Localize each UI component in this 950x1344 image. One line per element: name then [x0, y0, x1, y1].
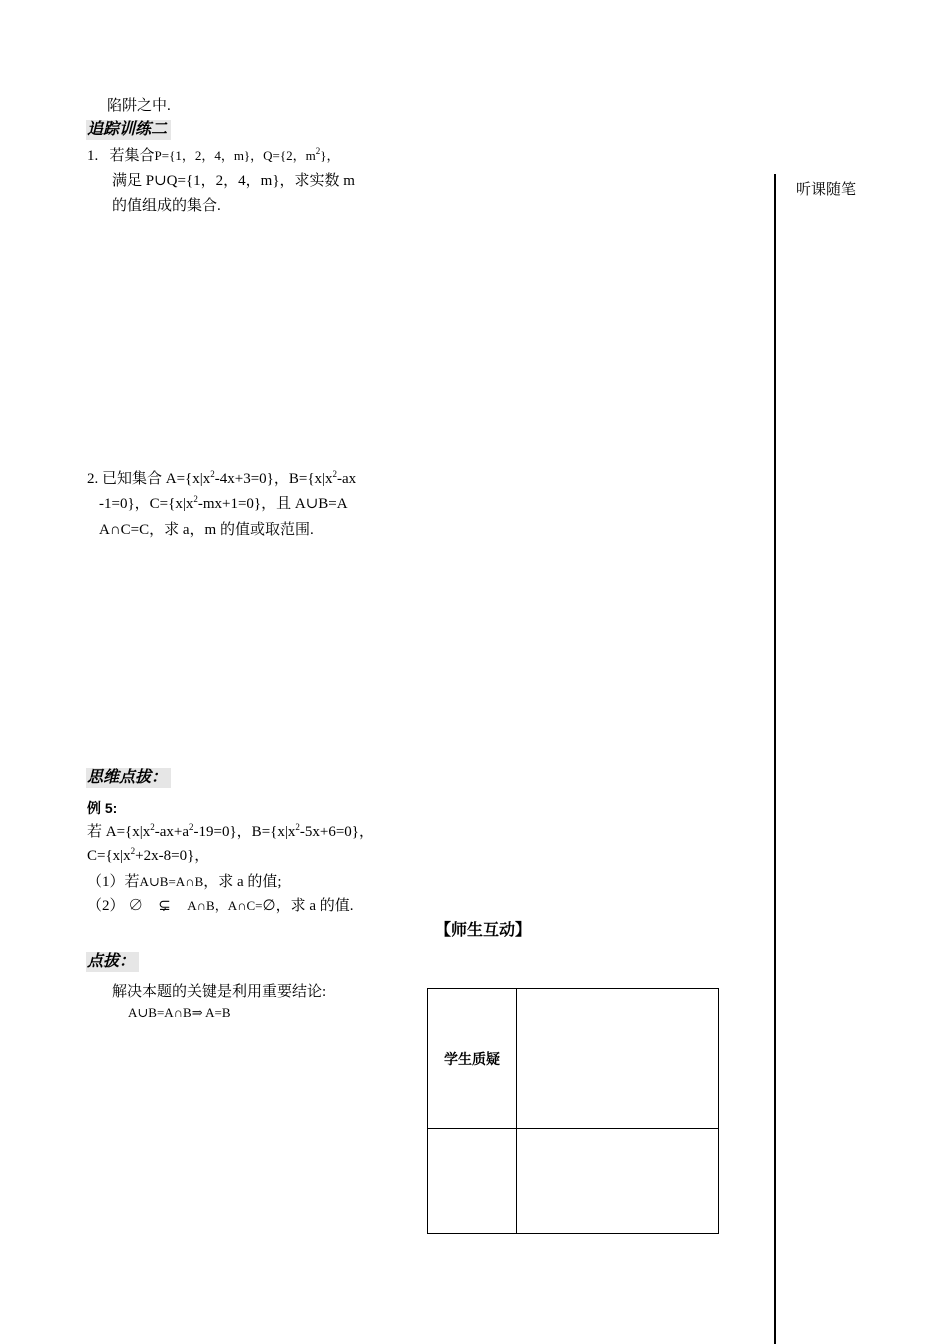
q1-text-c: }， [320, 148, 340, 163]
hint-line2: A∪B=A∩B⇒ A=B [128, 1005, 231, 1020]
ex-sup-3: 2 [295, 822, 300, 832]
example-label: 例 5: [87, 800, 118, 816]
q2-line1-a: 2. 已知集合 A={x|x [87, 471, 211, 487]
q1-union: ∪ [154, 173, 167, 189]
q2-line2-b: -mx+1=0}，且 A∪B=A [197, 496, 348, 512]
ex-l2-b: +2x-8=0}， [135, 848, 210, 864]
ex-sup-2: 2 [189, 822, 194, 832]
part2-a: （2） [87, 898, 125, 914]
part1-b: A∪B=A∩B [139, 874, 204, 889]
q1-line3: 的值组成的集合. [112, 198, 221, 214]
q1-number: 1. [87, 148, 99, 164]
example-part2 [87, 896, 354, 916]
row2-label [428, 1129, 517, 1234]
q2-line1 [87, 469, 356, 489]
hint-title: 点拔： [86, 952, 139, 972]
empty-set-icon: ∅ [128, 898, 144, 914]
interaction-title: 【师生互动】 [435, 922, 532, 939]
example-line1 [87, 822, 374, 842]
q2-sup-1: 2 [210, 469, 215, 479]
q1-line2 [112, 171, 355, 191]
thinking-title: 思维点拔： [86, 768, 171, 788]
q2-line3: A∩C=C，求 a，m 的值或取范围. [99, 522, 314, 538]
interaction-table [427, 988, 719, 1234]
q2-line1-c: -ax [337, 471, 357, 487]
side-note-label: 听课随笔 [796, 182, 857, 198]
student-question-area[interactable] [517, 989, 719, 1129]
q1-text-b: P={1，2，4，m}，Q={2，m [154, 148, 316, 163]
ex-l2-a: C={x|x [87, 848, 131, 864]
part2-c: ，求 a 的值. [275, 898, 354, 914]
q1-line2-c: Q={1，2，4，m}，求实数 m [166, 173, 355, 189]
ex-sup-4: 2 [130, 846, 136, 856]
top-fragment: 陷阱之中. [107, 98, 171, 114]
hint-line1: 解决本题的关键是利用重要结论: [112, 984, 327, 1000]
q1-line1 [87, 146, 340, 166]
q1-text-a: 若集合 [109, 148, 155, 164]
empty-set-icon-2: ∅ [262, 898, 276, 914]
q2-line1-b: -4x+3=0}，B={x|x [214, 471, 333, 487]
ex-l1-d: -5x+6=0}， [299, 824, 374, 840]
ex-sup-1: 2 [150, 822, 155, 832]
proper-subset-icon: ⊊ [158, 898, 171, 914]
example-part1 [87, 872, 282, 892]
q1-line2-a: 满足 P [112, 173, 155, 189]
q2-sup-2: 2 [332, 469, 338, 479]
part2-b: A∩B，A∩C= [187, 898, 263, 913]
part1-a: （1）若 [87, 874, 140, 890]
margin-divider [774, 174, 776, 1344]
row2-area[interactable] [517, 1129, 719, 1234]
q2-line2 [99, 494, 348, 514]
tracking-title: 追踪训练二 [86, 120, 171, 140]
answer-row [428, 1129, 719, 1234]
example-line2 [87, 846, 209, 866]
q1-sup: 2 [315, 146, 321, 156]
ex-l1-c: -19=0}，B={x|x [193, 824, 296, 840]
q2-line2-a: -1=0}，C={x|x [99, 496, 194, 512]
part1-c: ，求 a 的值; [203, 874, 282, 890]
ex-l1-b: -ax+a [154, 824, 190, 840]
student-question-label: 学生质疑 [428, 989, 517, 1129]
question-row [428, 989, 719, 1129]
ex-l1-a: 若 A={x|x [87, 824, 151, 840]
q2-sup-3: 2 [193, 494, 198, 504]
